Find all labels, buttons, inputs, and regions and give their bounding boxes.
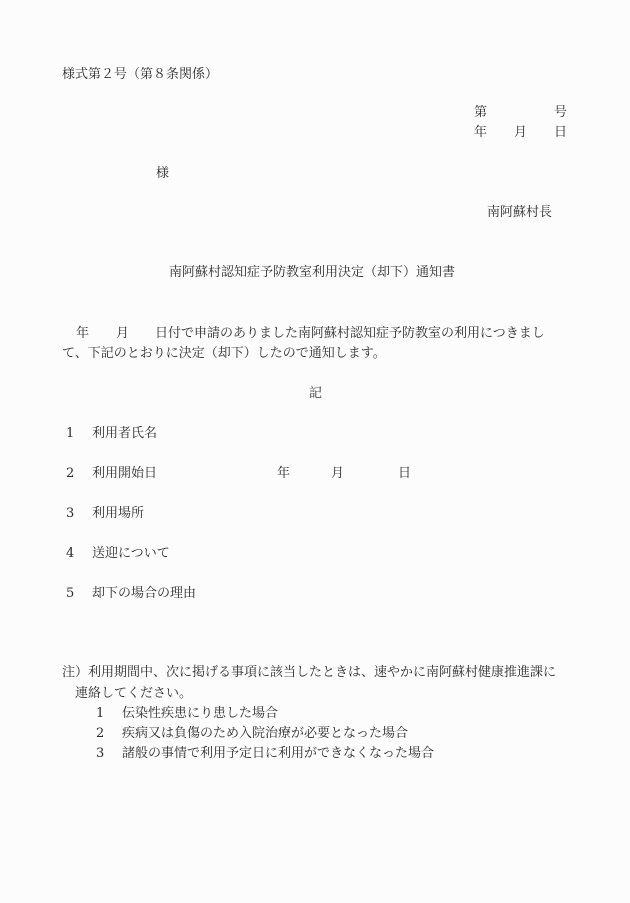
item-number: 5 [66,586,75,601]
item-label: 利用場所 [92,506,145,521]
ki-heading: 記 [309,386,323,401]
note-sub-number: 2 [96,726,105,741]
form-label: 様式第２号（第８条関係） [62,67,219,82]
item-label: 利用開始日 [92,466,158,481]
start-date-month-label: 月 [331,466,345,481]
addressee-suffix: 様 [156,166,170,181]
date-month-label: 月 [514,125,528,140]
item-3 [66,506,144,522]
body-text-line2: て、下記のとおりに決定（却下）したので通知します。 [62,346,386,361]
start-date-day-label: 日 [398,466,412,481]
item-1 [66,426,157,442]
note-line1: 注）利用期間中、次に掲げる事項に該当したときは、速やかに南阿蘇村健康推進課に [62,665,557,680]
item-4 [66,546,170,562]
note-sub-text: 疾病又は負傷のため入院治療が必要となった場合 [122,726,409,741]
note-line2: 連絡してください。 [75,686,193,701]
number-prefix: 第 [474,105,488,120]
note-sub-text: 諸般の事情で利用予定日に利用ができなくなった場合 [122,746,435,761]
item-number: 1 [66,426,75,441]
item-2 [66,466,157,482]
note-sub-item-3 [96,746,434,762]
item-label: 却下の場合の理由 [92,586,197,601]
note-sub-number: 3 [96,746,105,761]
item-label: 利用者氏名 [92,426,158,441]
item-number: 3 [66,506,75,521]
item-5 [66,586,196,602]
note-sub-item-1 [96,706,278,722]
document-title: 南阿蘇村認知症予防教室利用決定（却下）通知書 [169,265,456,280]
note-sub-item-2 [96,726,408,742]
number-suffix: 号 [554,105,568,120]
issuer-name: 南阿蘇村長 [487,205,553,220]
item-label: 送迎について [92,546,170,561]
date-day-label: 日 [554,125,568,140]
item-number: 2 [66,466,75,481]
start-date-year-label: 年 [277,466,291,481]
body-month-label: 月 [116,326,130,341]
item-number: 4 [66,546,75,561]
body-text-line1: 日付で申請のありました南阿蘇村認知症予防教室の利用につきまし [155,326,545,341]
body-year-label: 年 [76,326,90,341]
note-sub-text: 伝染性疾患にり患した場合 [122,706,279,721]
note-sub-number: 1 [96,706,105,721]
date-year-label: 年 [474,125,488,140]
